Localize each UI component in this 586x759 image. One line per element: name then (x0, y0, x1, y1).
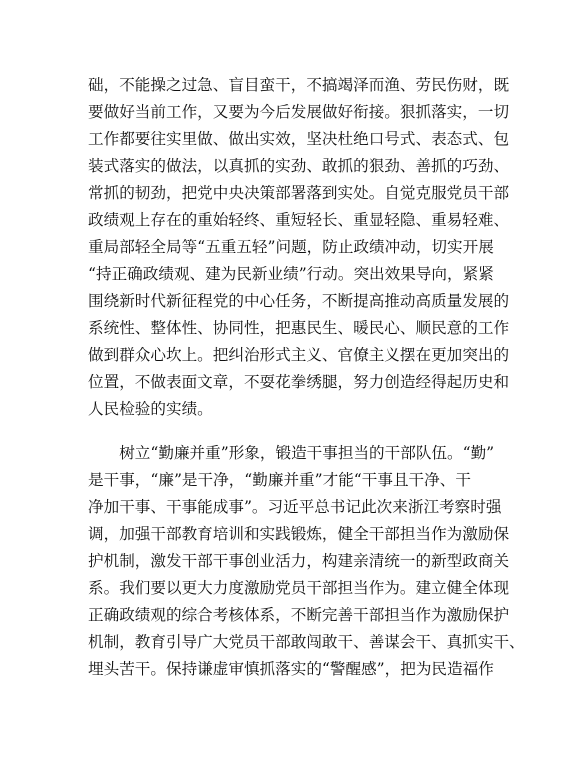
paragraph-spacer (88, 423, 508, 440)
text-line: 要做好当前工作，又要为今后发展做好衔接。狠抓落实，一切 (88, 103, 510, 121)
text-line: 围绕新时代新征程党的中心任务，不断提高推动高质量发展的 (88, 292, 510, 310)
text-line: 础，不能操之过急、盲目蛮干，不搞竭泽而渔、劳民伤财，既 (88, 76, 510, 94)
text-line: 正确政绩观的综合考核体系，不断完善干部担当作为激励保护 (88, 606, 510, 624)
text-line: 系。我们要以更大力度激励党员干部担当作为。建立健全体现 (88, 579, 510, 597)
text-line: 是干事，“廉”是干净，“勤廉并重”才能“干事且干净、干 (88, 471, 471, 489)
text-line: 装式落实的做法，以真抓的实劲、敢抓的狠劲、善抓的巧劲、 (88, 157, 510, 175)
text-line: 人民检验的实绩。 (88, 400, 213, 418)
text-line: 重局部轻全局等“五重五轻”问题，防止政绩冲动，切实开展 (88, 238, 494, 256)
paragraph (88, 72, 508, 423)
text-line: 工作都要往实里做、做出实效，坚决杜绝口号式、表态式、包 (88, 130, 510, 148)
text-line: “持正确政绩观、建为民新业绩”行动。突出效果导向，紧紧 (88, 265, 494, 283)
text-line: 常抓的韧劲，把党中央决策部署落到实处。自觉克服党员干部 (88, 184, 510, 202)
text-line: 做到群众心坎上。把纠治形式主义、官僚主义摆在更加突出的 (88, 346, 510, 364)
text-line: 位置，不做表面文章，不耍花拳绣腿，努力创造经得起历史和 (88, 373, 510, 391)
text-line: 政绩观上存在的重始轻终、重短轻长、重显轻隐、重易轻难、 (88, 211, 510, 229)
body-text (88, 72, 525, 683)
text-line: 净加干事、干事能成事”。习近平总书记此次来浙江考察时强 (88, 498, 502, 516)
text-line: 调，加强干部教育培训和实践锻炼，健全干部担当作为激励保 (88, 525, 510, 543)
text-line: 埋头苦干。保持谦虚审慎抓落实的“警醒感”，把为民造福作 (88, 660, 494, 678)
text-line: 树立“勤廉并重”形象，锻造干事担当的干部队伍。“勤” (88, 444, 495, 462)
text-line: 护机制，激发干部干事创业活力，构建亲清统一的新型政商关 (88, 552, 510, 570)
paragraph (88, 440, 525, 683)
text-line: 系统性、整体性、协同性，把惠民生、暖民心、顺民意的工作 (88, 319, 510, 337)
text-line: 机制，教育引导广大党员干部敢闯敢干、善谋会干、真抓实干、 (88, 633, 525, 651)
